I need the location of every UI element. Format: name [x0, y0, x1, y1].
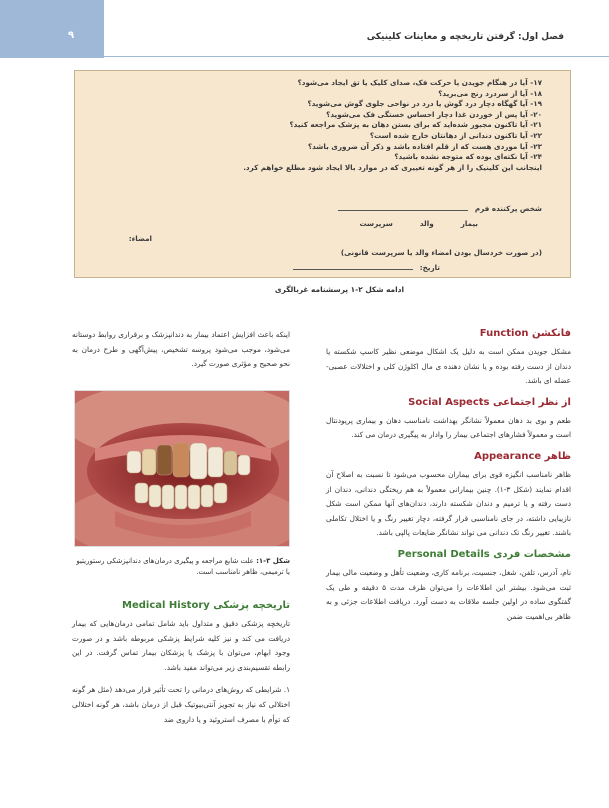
clinical-photo: [74, 390, 290, 547]
form-question: ۲۲- آیا تاکنون دندانی از دهانتان خارج شده است؟: [369, 130, 542, 140]
form-questions: [102, 78, 542, 173]
social-paragraph: طعم و بوی بد دهان معمولاً نشانگر بهداشت نامناسب دهان و بیماری پریودنتال است و معمولاً فشارهای اجتماعی بیمار را وادار به پیگیری درمان می کند.: [326, 415, 571, 440]
form-caption: ادامه شکل ۲-۱ پرسشنامه غربالگری: [274, 285, 404, 294]
form-question: ۲۴- آیا نکته‌ای بوده که متوجه نشده باشید؟: [394, 152, 542, 162]
teeth-illustration: [75, 391, 290, 547]
chapter-title: فصل اول: گرفتن تاریخچه و معاینات کلینیکی: [366, 32, 564, 42]
medical-item-1: ۱. شرایطی که روش‌های درمانی را تحت تأثیر قرار می‌دهد (مثل هر گونه اختلالی که نیاز به تجویز آنتی‌بیوتیک قبل از درمان باشد، هر گونه اختلالی که توأم با مصرف استروئید و یا داروی ضد: [72, 685, 290, 724]
guardian-option: سرپرست: [359, 219, 393, 228]
signature-label: امضاء:: [128, 234, 152, 243]
personal-paragraph: نام، آدرس، تلفن، شغل، جنسیت، برنامه کاری، وضعیت تأهل و وضعیت مالی بیمار ثبت می‌شود. بیشتر این اطلاعات را می‌توان ظرف مدت ۵ دقیقه و طی یک گفتگوی ساده در اولین جلسه ملاقات به دست آورد. دریافت اطلاعات جزئی و به ظاهر بی‌اهمیت ضمن: [326, 567, 571, 621]
form-question: ۲۱- آیا تاکنون مجبور شده‌اید که برای بستن دهان به پزشک مراجعه کنید؟: [289, 120, 542, 130]
function-paragraph: مشکل جویدن ممکن است به دلیل یک اشکال موضعی نظیر کاسپ شکسته یا دندان از دست رفته بوده و یا نشان دهنده ی مال اکلوژن کلی و اختلالات عصبی-عضله ای باشد.: [326, 347, 571, 386]
filler-label: شخص پرکننده فرم: [474, 204, 542, 213]
form-question: ۱۹- آیا گهگاه دچار درد گوش یا درد در نواحی جلوی گوش می‌شوید؟: [307, 99, 542, 109]
relation-row: [359, 219, 478, 228]
form-statement: اینجانب این کلینیک را از هر گونه تغییری که در موارد بالا ایجاد شود مطلع خواهم کرد.: [243, 162, 542, 172]
page-number: ۹: [68, 30, 75, 41]
form-question: ۲۳- آیا موردی هست که از قلم افتاده باشد و ذکر آن ضروری باشد؟: [307, 141, 542, 151]
parent-option: والد: [419, 219, 434, 228]
appearance-paragraph: ظاهر نامناسب انگیزه قوی برای بیماران محسوب می‌شود تا نسبت به اصلاح آن اقدام نمایند (شکل ۳-۱). چنین بیمارانی معمولاً به هم ریختگی دندانی، دندان از دست رفته و یا ترمیم و دندان شکسته دارند، دندان‌های آنها ممکن است شکل نازیبایی داشته، در جای نامناسبی قرار گرفته، دچار تغییر رنگ و یا اختلال تکاملی باشند. تغییر رنگ تک دندانی می تواند نشانگر ضایعات پالپی باشد.: [326, 469, 571, 538]
personal-heading: مشخصات فردی Personal Details: [397, 548, 571, 560]
figure-caption-number: شکل ۳-۱:: [256, 557, 290, 565]
date-label: تاریخ:: [419, 263, 440, 272]
minor-note: (در صورت خردسال بودن امضاء والد یا سرپرست قانونی): [340, 248, 542, 257]
date-line: [293, 269, 413, 270]
screening-form: [74, 70, 571, 278]
patient-option: بیمار: [460, 219, 478, 228]
page-number-box: [0, 0, 104, 58]
figure-caption: [74, 556, 290, 578]
form-question: ۱۸- آیا از سردرد رنج می‌برید؟: [438, 88, 542, 98]
medical-paragraph: تاریخچه پزشکی دقیق و متداول باید شامل تمامی درمان‌هایی که بیمار دریافت می کند و نیز کلیه شرایط پزشکی مربوطه باشد و در صورت وجود ابهام، می‌توان با پزشک یا پزشکان بیمار تماس گرفت. در این رابطه تقسیم‌بندی زیر می‌تواند مفید باشد.: [72, 619, 290, 672]
filler-row: [338, 204, 542, 213]
medical-heading: تاریخچه پزشکی Medical History: [122, 600, 290, 611]
function-heading: فانکشن Function: [479, 328, 571, 339]
left-column-intro: [72, 328, 290, 380]
page-header: [0, 0, 609, 58]
filler-line: [338, 210, 468, 211]
form-question: ۲۰- آیا پس از خوردن غذا دچار احساس خستگی فک می‌شوید؟: [326, 109, 542, 119]
header-divider: [104, 56, 609, 57]
date-row: [293, 263, 440, 272]
social-heading: از نظر اجتماعی Social Aspects: [408, 396, 571, 408]
form-question: ۱۷- آیا در هنگام جویدن یا حرکت فک، صدای کلیک یا تق ایجاد می‌شود؟: [297, 78, 542, 87]
appearance-heading: ظاهر Appearance: [474, 450, 571, 462]
left-column-medical: [72, 600, 290, 735]
right-column: [326, 328, 571, 632]
figure-caption-text: علت شایع مراجعه و پیگیری درمان‌های دندانپزشکی رستوریتیو یا ترمیمی، ظاهر نامناسب است.: [76, 557, 290, 576]
intro-paragraph: اینکه باعث افزایش اعتماد بیمار به دندانپزشک و برقراری روابط دوستانه می‌شود، موجب می‌شود پروسه تشخیص، پیش‌آگهی و طرح درمان به نحو صحیح و مؤثری صورت گیرد.: [72, 330, 290, 369]
